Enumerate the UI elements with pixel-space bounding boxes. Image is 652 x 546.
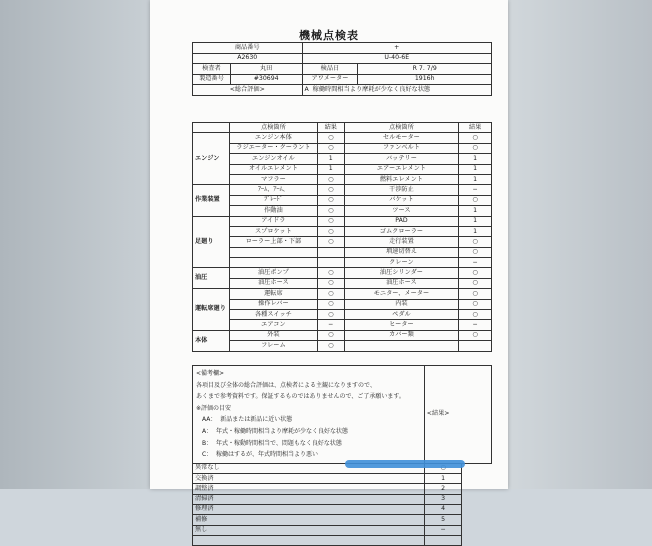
table-row: [193, 310, 492, 320]
item-left: 外装: [229, 330, 317, 340]
grade-line: AA： 新品または新品に近い状態: [202, 416, 293, 424]
result-right: ○: [459, 278, 492, 288]
item-left: 操作レバー: [229, 299, 317, 309]
item-left: エンジン本体: [229, 133, 317, 143]
item-right: セルモーター: [344, 133, 458, 143]
result-left: 1: [317, 164, 344, 174]
result-right: ○: [459, 195, 492, 205]
result-left: ○: [317, 299, 344, 309]
result-left: ○: [317, 330, 344, 340]
category-cell: 足廻り: [193, 216, 230, 268]
legend-label: 補修: [193, 515, 425, 525]
legend-row: [193, 525, 492, 535]
legend-row: [193, 535, 492, 545]
item-right: PAD: [344, 216, 458, 226]
legend-symbol: −: [424, 525, 462, 535]
legend-label: 交換済: [193, 474, 425, 484]
item-left: ラジエーター・クーラント: [229, 143, 317, 153]
item-right: エアーエレメント: [344, 164, 458, 174]
table-row: [193, 143, 492, 153]
background-right: [502, 0, 652, 489]
overall-evaluation: [302, 85, 492, 96]
grade-line: C： 稼働はするが、年式時間相当より悪い: [202, 451, 319, 459]
inspector-label: 検査者: [193, 64, 231, 75]
legend-label: 無し: [193, 525, 425, 535]
category-cell: 運転席廻り: [193, 289, 230, 331]
table-row: [193, 278, 492, 288]
table-row: [193, 154, 492, 164]
result-left: ○: [317, 237, 344, 247]
item-right: ペダル: [344, 310, 458, 320]
legend-label: 調整済: [193, 484, 425, 494]
grade-line: A： 年式・稼働時間相当より摩耗が少なく良好な状態: [202, 427, 348, 435]
legend-row: [193, 474, 492, 484]
item-right: 増速切替え: [344, 247, 458, 257]
legend-symbol: 1: [424, 474, 462, 484]
item-header-right: 点検箇所: [344, 123, 458, 133]
notes-line: あくまで参考資料です。保証するものではありませんので、ご了承願います。: [196, 393, 405, 401]
result-left: ○: [317, 174, 344, 184]
item-left: エンジンオイル: [229, 154, 317, 164]
hour-label: アワメーター: [302, 74, 358, 85]
inspection-table: [192, 122, 492, 352]
result-left: ○: [317, 310, 344, 320]
result-right: ○: [459, 247, 492, 257]
model-value: U-40-6E: [302, 53, 492, 64]
item-left: フレーム: [229, 341, 317, 351]
item-left: アイドラ: [229, 216, 317, 226]
table-row: [193, 164, 492, 174]
result-left: ○: [317, 226, 344, 236]
inspector-value: 丸田: [230, 64, 302, 75]
table-row: [193, 133, 492, 143]
item-header-left: 点検箇所: [229, 123, 317, 133]
legend-symbol: 3: [424, 494, 462, 504]
legend-symbol: 4: [424, 504, 462, 514]
result-left: ○: [317, 133, 344, 143]
result-right: 1: [459, 216, 492, 226]
table-row: [193, 206, 492, 216]
result-left: ○: [317, 289, 344, 299]
result-right: ○: [459, 310, 492, 320]
item-left: エアコン: [229, 320, 317, 330]
legend-symbol: 2: [424, 484, 462, 494]
category-cell: エンジン: [193, 133, 230, 185]
notes-line: ※評価の目安: [196, 404, 232, 412]
item-right: 走行装置: [344, 237, 458, 247]
table-row: [193, 341, 492, 351]
item-left: 運転席: [229, 289, 317, 299]
category-cell: 作業装置: [193, 185, 230, 216]
table-row: [193, 289, 492, 299]
item-left: 作動油: [229, 206, 317, 216]
result-right: ○: [459, 237, 492, 247]
item-right: 油圧ホース: [344, 278, 458, 288]
table-row: [193, 258, 492, 268]
item-right: モニター、メーター: [344, 289, 458, 299]
result-right: ○: [459, 133, 492, 143]
serial-label: 製造番号: [193, 74, 231, 85]
item-right: [344, 341, 458, 351]
legend-row: [193, 515, 492, 525]
table-row: [193, 174, 492, 184]
legend-label: 異常なし: [193, 463, 425, 473]
overall-text: 稼働時間相当より摩耗が少なく良好な状態: [312, 85, 431, 93]
item-right: 油圧シリンダー: [344, 268, 458, 278]
result-left: [317, 258, 344, 268]
result-right: ○: [459, 289, 492, 299]
result-left: ○: [317, 185, 344, 195]
notes-box: [193, 366, 425, 464]
item-left: ローラー上部・下部: [229, 237, 317, 247]
result-left: ○: [317, 278, 344, 288]
item-left: [229, 247, 317, 257]
result-header-right: 結果: [459, 123, 492, 133]
item-left: 油圧ポンプ: [229, 268, 317, 278]
item-right: ヒーター: [344, 320, 458, 330]
legend-row: [193, 494, 492, 504]
legend-label: 清掃済: [193, 494, 425, 504]
legend-symbol: 5: [424, 515, 462, 525]
product-label: 商品番号: [193, 43, 303, 54]
document-title: 機械点検表: [299, 29, 359, 42]
table-row: [193, 320, 492, 330]
overall-grade: A: [304, 85, 309, 93]
table-row: [193, 268, 492, 278]
item-right: バケット: [344, 195, 458, 205]
notes-line: 各項目及び全体の総合評価は、点検者による主観になりますので、: [196, 381, 376, 389]
result-right: −: [459, 185, 492, 195]
overall-label: <総合評価>: [193, 85, 303, 96]
result-left: [317, 247, 344, 257]
footer-table: [192, 365, 492, 546]
model-top: +: [302, 43, 492, 54]
result-left: 1: [317, 154, 344, 164]
result-left: ○: [317, 268, 344, 278]
table-row: [193, 330, 492, 340]
item-left: マフラー: [229, 174, 317, 184]
table-row: [193, 185, 492, 195]
table-row: [193, 299, 492, 309]
item-right: ツース: [344, 206, 458, 216]
serial-value: #30694: [230, 74, 302, 85]
result-right: 1: [459, 206, 492, 216]
item-right: ゴムクローラー: [344, 226, 458, 236]
result-right: ○: [459, 268, 492, 278]
table-row: [193, 226, 492, 236]
item-left: オイルエレメント: [229, 164, 317, 174]
item-right: バッテリー: [344, 154, 458, 164]
result-left: ○: [317, 341, 344, 351]
grade-line: B： 年式・稼動時間相当で、問題もなく良好な状態: [202, 439, 342, 447]
item-left: ｱｰﾑ、ｱｰﾑ、: [229, 185, 317, 195]
item-left: [229, 258, 317, 268]
item-right: クレーン: [344, 258, 458, 268]
result-right: 1: [459, 154, 492, 164]
inspection-sheet: [150, 0, 508, 534]
result-right: ○: [459, 299, 492, 309]
background-left: [0, 0, 150, 489]
result-left: −: [317, 320, 344, 330]
info-table: [192, 42, 492, 96]
result-right: 1: [459, 174, 492, 184]
item-right: 干渉防止: [344, 185, 458, 195]
legend-row: [193, 504, 492, 514]
item-right: カバー類: [344, 330, 458, 340]
result-left: ○: [317, 195, 344, 205]
table-row: [193, 195, 492, 205]
item-left: ﾌﾞﾚｰﾄﾞ: [229, 195, 317, 205]
table-row: [193, 237, 492, 247]
notes-title: <備考欄>: [196, 370, 225, 377]
result-right: 1: [459, 164, 492, 174]
item-right: 内装: [344, 299, 458, 309]
inspect-date-label: 検品日: [302, 64, 358, 75]
legend-empty: [193, 535, 425, 545]
item-right: ファンベルト: [344, 143, 458, 153]
category-cell: 油圧: [193, 268, 230, 289]
item-left: 油圧ホース: [229, 278, 317, 288]
item-left: スプロケット: [229, 226, 317, 236]
result-legend-title: <結果>: [424, 366, 491, 464]
hour-value: 1916h: [358, 74, 492, 85]
product-value: A2630: [193, 53, 303, 64]
result-right: ○: [459, 143, 492, 153]
result-left: ○: [317, 216, 344, 226]
legend-empty: [424, 535, 462, 545]
result-right: −: [459, 320, 492, 330]
inspect-date-value: R 7. 7/9: [358, 64, 492, 75]
table-row: [193, 216, 492, 226]
item-right: 燃料エレメント: [344, 174, 458, 184]
result-left: ○: [317, 206, 344, 216]
result-left: ○: [317, 143, 344, 153]
result-right: −: [459, 258, 492, 268]
result-header-left: 結果: [317, 123, 344, 133]
result-right: 1: [459, 226, 492, 236]
category-cell: 本体: [193, 330, 230, 351]
result-right: ○: [459, 330, 492, 340]
category-header: [193, 123, 230, 133]
table-row: [193, 247, 492, 257]
result-right: [459, 341, 492, 351]
redaction-mark: [345, 460, 465, 468]
item-left: 各種スイッチ: [229, 310, 317, 320]
legend-label: 修理済: [193, 504, 425, 514]
